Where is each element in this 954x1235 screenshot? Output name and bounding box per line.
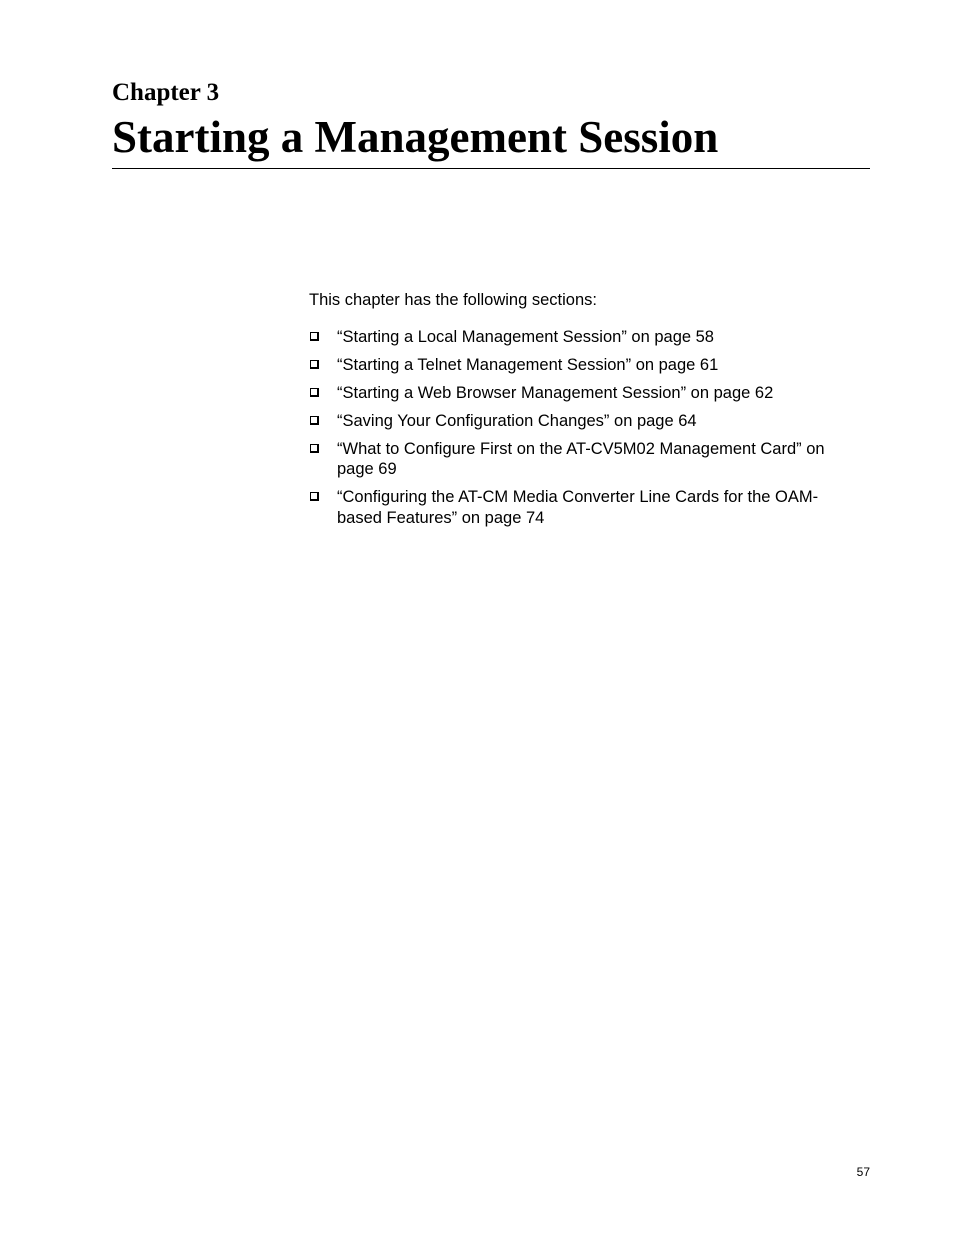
square-bullet-icon	[310, 388, 319, 397]
section-link[interactable]: “Starting a Local Management Session” on page 58	[337, 327, 714, 346]
square-bullet-icon	[310, 444, 319, 453]
square-bullet-icon	[310, 492, 319, 501]
list-item	[309, 439, 854, 480]
section-link[interactable]: “Starting a Telnet Management Session” on page 61	[337, 355, 719, 374]
list-item	[309, 487, 854, 528]
section-list	[309, 327, 854, 529]
section-link[interactable]: “Configuring the AT-CM Media Converter Line Cards for the OAM-based Features” on page 74	[337, 488, 819, 527]
page-title: Starting a Management Session	[112, 112, 719, 162]
square-bullet-icon	[310, 332, 319, 341]
chapter-label: Chapter 3	[112, 79, 220, 106]
page-number: 57	[856, 1165, 870, 1179]
list-item	[309, 411, 854, 432]
square-bullet-icon	[310, 416, 319, 425]
list-item	[309, 383, 854, 404]
title-divider	[112, 168, 870, 169]
intro-text: This chapter has the following sections:	[309, 291, 597, 309]
chapter-contents	[309, 290, 854, 536]
section-link[interactable]: “Saving Your Configuration Changes” on page 64	[337, 411, 697, 430]
section-link[interactable]: “What to Configure First on the AT-CV5M02 Management Card” on page 69	[337, 439, 825, 478]
square-bullet-icon	[310, 360, 319, 369]
section-link[interactable]: “Starting a Web Browser Management Session” on page 62	[337, 383, 774, 402]
list-item	[309, 355, 854, 376]
list-item	[309, 327, 854, 348]
